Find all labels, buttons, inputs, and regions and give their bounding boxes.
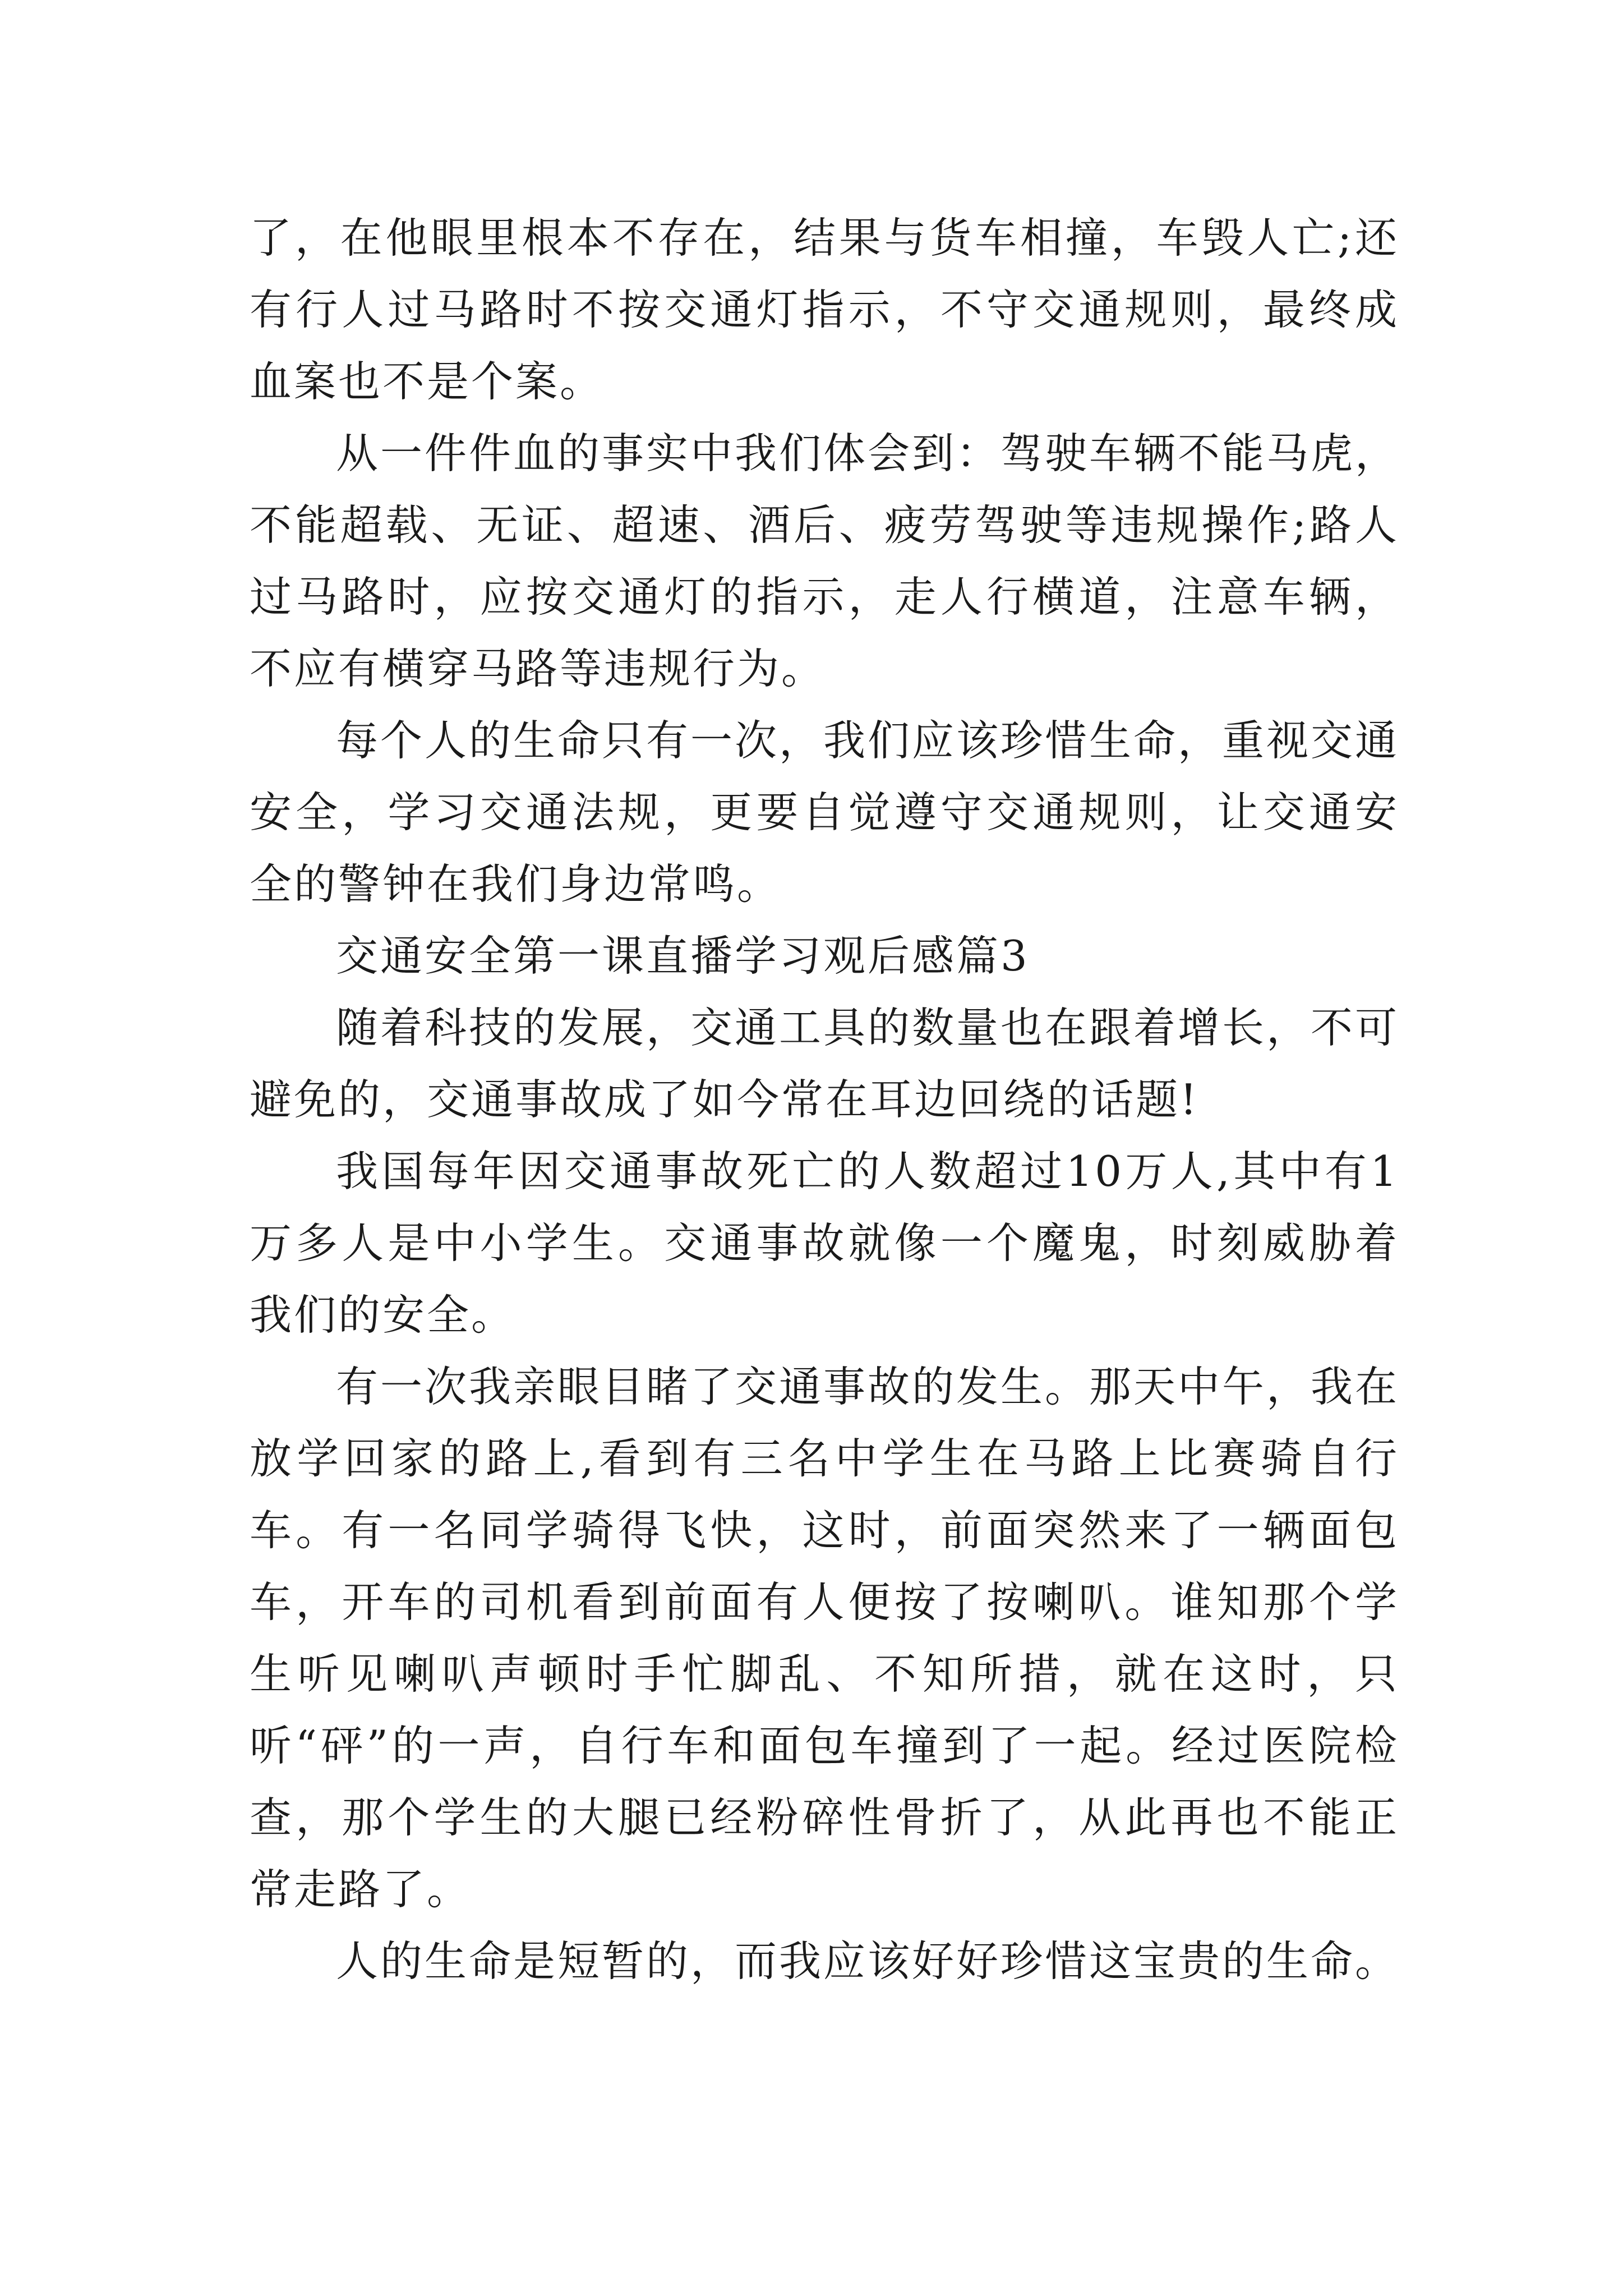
paragraph-technology: 随着科技的发展，交通工具的数量也在跟着增长，不可避免的，交通事故成了如今常在耳边回绕的话题! [250,1003,1400,1124]
paragraph-cherish-life: 每个人的生命只有一次，我们应该珍惜生命，重视交通安全，学习交通法规，更要自觉遵守交通规则，让交通安全的警钟在我们身边常鸣。 [250,716,1400,909]
paragraph-lesson: 从一件件血的事实中我们体会到：驾驶车辆不能马虎，不能超载、无证、超速、酒后、疲劳驾驶等违规操作;路人过马路时，应按交通灯的指示，走人行横道，注意车辆，不应有横穿马路等违规行为。 [250,429,1400,693]
paragraph-accident-story: 有一次我亲眼目睹了交通事故的发生。那天中午，我在放学回家的路上,看到有三名中学生在马路上比赛骑自行车。有一名同学骑得飞快，这时，前面突然来了一辆面包车，开车的司机看到前面有人便按了按喇叭。谁知那个学生听见喇叭声顿时手忙脚乱、不知所措，就在这时，只听“砰”的一声，自行车和面包车撞到了一起。经过医院检查，那个学生的大腿已经粉碎性骨折了，从此再也不能正常走路了。 [250,1362,1400,1914]
paragraph-statistics: 我国每年因交通事故死亡的人数超过10万人,其中有1万多人是中小学生。交通事故就像一个魔鬼，时刻威胁着我们的安全。 [250,1147,1399,1340]
paragraph-continuation: 了，在他眼里根本不存在，结果与货车相撞，车毁人亡;还有行人过马路时不按交通灯指示，不守交通规则，最终成血案也不是个案。 [250,213,1399,406]
section-heading: 交通安全第一课直播学习观后感篇3 [336,931,1030,981]
document-body [250,202,1399,1997]
paragraph-conclusion: 人的生命是短暂的，而我应该好好珍惜这宝贵的生命。 [336,1936,1400,1986]
